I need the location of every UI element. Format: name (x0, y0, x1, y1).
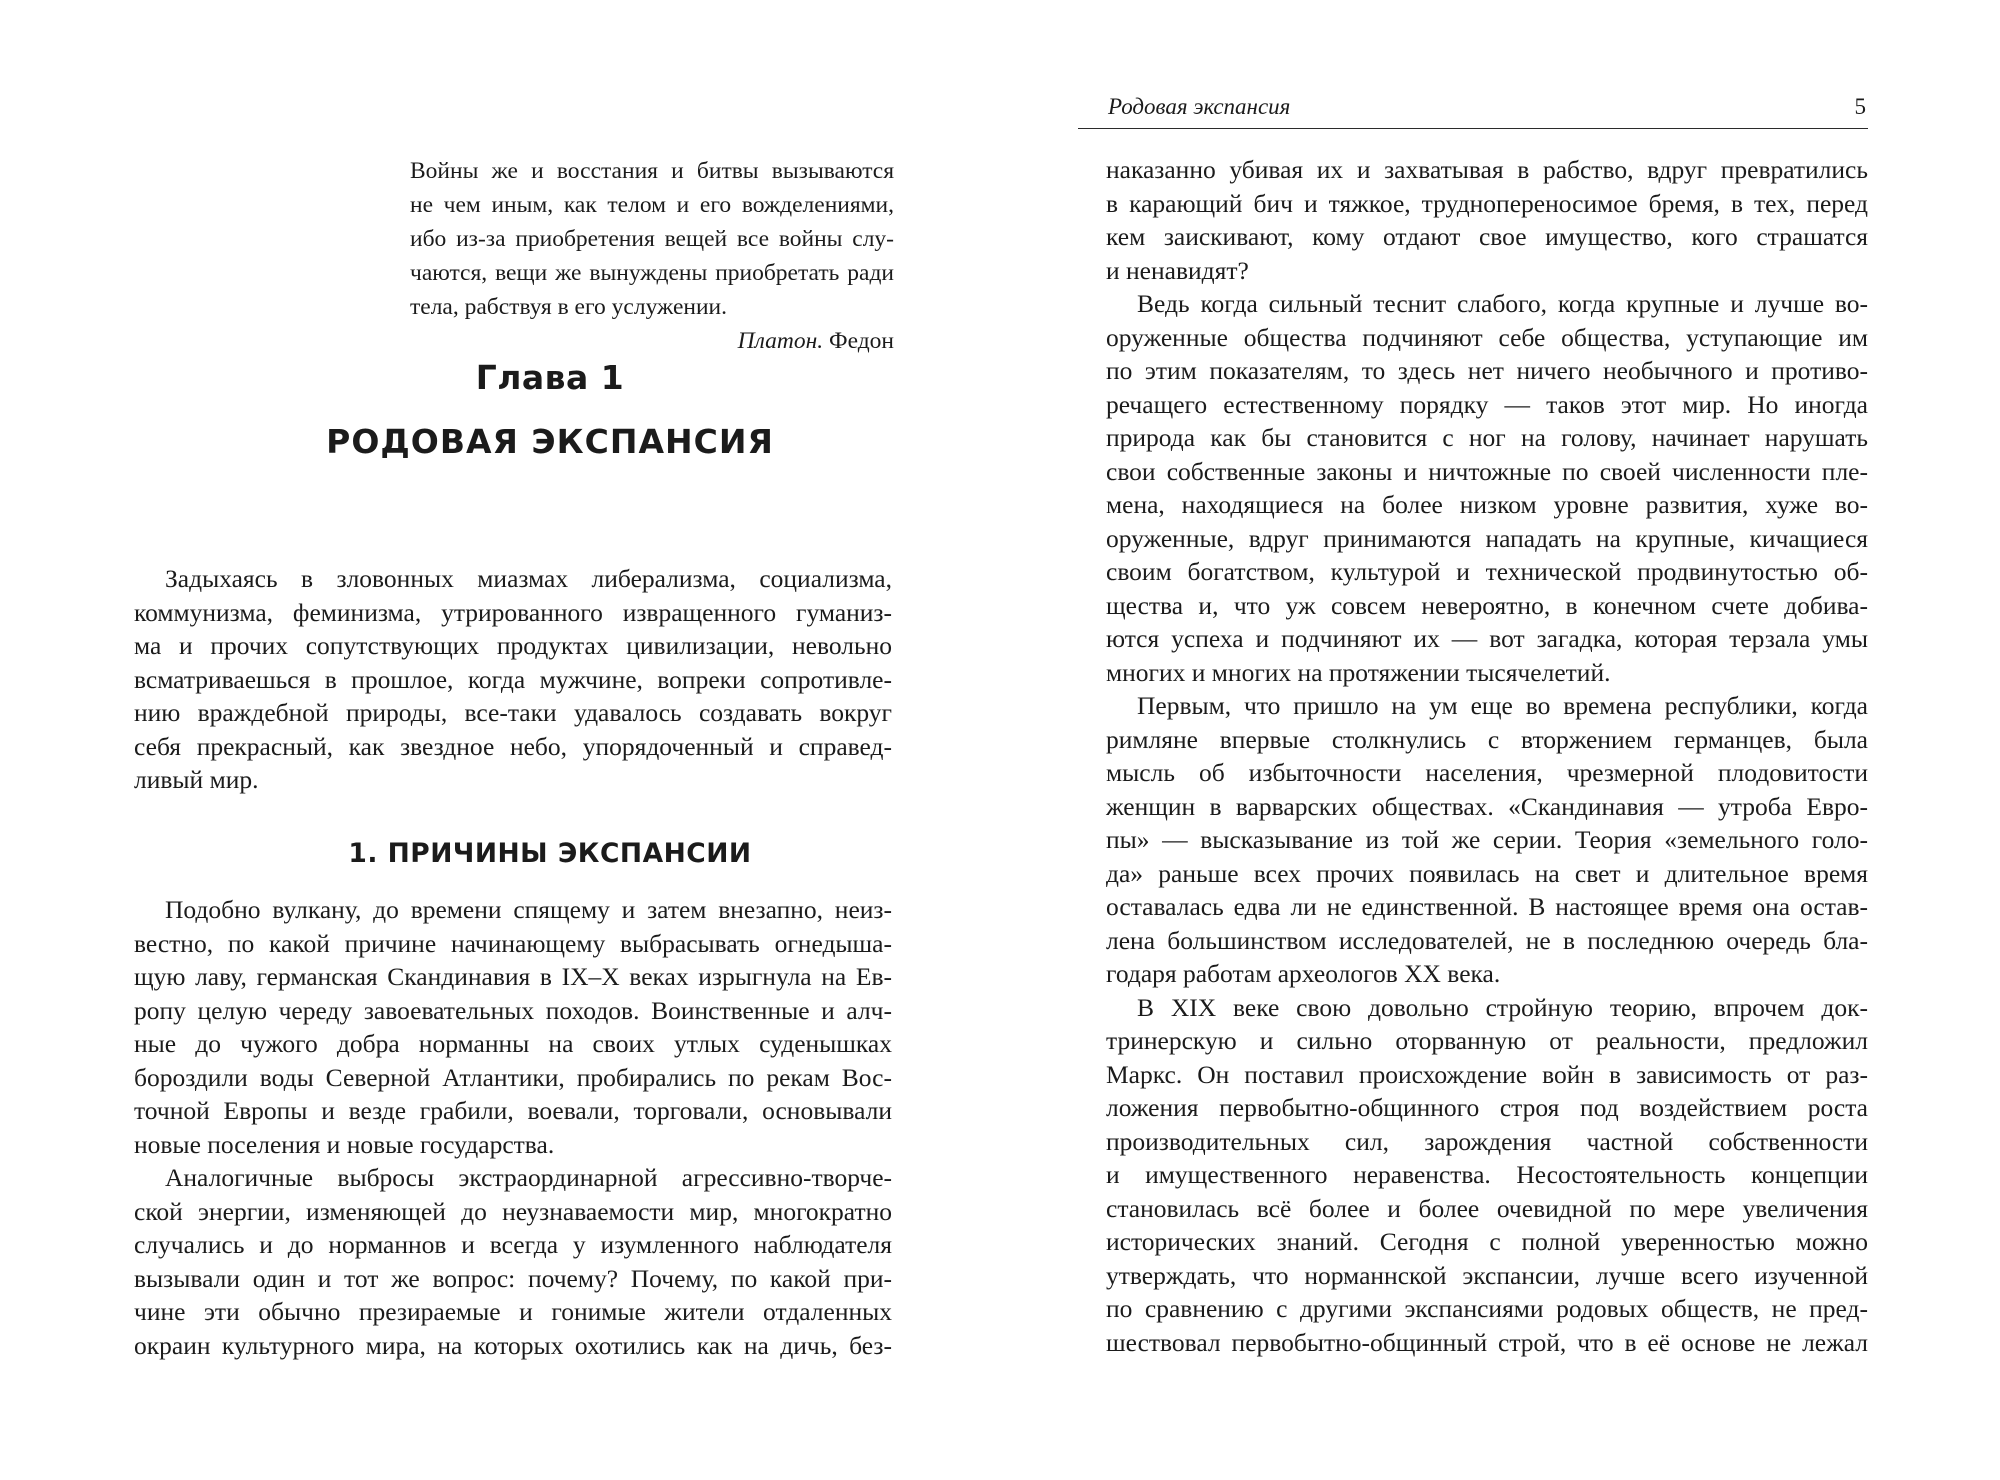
text-line: мена, находящиеся на более низком уровне развития, хуже во- (1106, 490, 1868, 519)
text-line: оруженные общества подчиняют себе общества, уступающие им (1106, 322, 1868, 352)
epigraph-work: Федон (829, 328, 894, 354)
text-line: всматриваешься в прошлое, когда мужчине, вопреки сопротивле- (134, 664, 892, 694)
text-line: тринерскую и сильно оторванную от реальности, предложил (1106, 1026, 1868, 1055)
text-line: римляне впервые столкнулись с вторжением германцев, была (1106, 724, 1868, 754)
text-line: производительных сил, зарождения частной собственности (1106, 1126, 1868, 1156)
text-line: щества и, что уж совсем невероятно, в конечном счете добива- (1106, 590, 1868, 620)
text-line: своим богатством, культурой и технической продвинутостью об- (1106, 557, 1868, 586)
text-line: ма и прочих сопутствующих продуктах цивилизации, невольно (134, 631, 892, 660)
right-page (1000, 0, 2000, 1480)
text-line: точной Европы и везде грабили, воевали, торговали, основывали (134, 1096, 892, 1125)
text-line: ской энергии, изменяющей до неузнаваемости мир, многократно (134, 1196, 892, 1226)
section-body (134, 893, 892, 1362)
text-line: по этим показателям, то здесь нет ничего необычного и противо- (1106, 356, 1868, 385)
text-line: пы» — высказывание из той же серии. Теория «земельного голо- (1106, 825, 1868, 854)
text-line: нию враждебной природы, все-таки удавалось создавать вокруг (134, 698, 892, 727)
text-line: коммунизма, феминизма, утрированного извращенного гуманиз- (134, 597, 892, 627)
text-line: ропу целую череду завоевательных походов. Воинственные и алч- (134, 995, 892, 1025)
text-line: исторических знаний. Сегодня с полной уверенностью можно (1106, 1227, 1868, 1256)
intro-paragraph (134, 562, 892, 797)
epigraph-line: Войны же и восстания и битвы вызываются (410, 158, 894, 184)
text-line: женщин в варварских обществах. «Скандинавия — утроба Евро- (1106, 791, 1868, 821)
chapter-number: Глава 1 (475, 358, 625, 397)
epigraph-line: ибо из-за приобретения вещей все войны слу- (410, 226, 894, 252)
text-line: и ненавидят? (1106, 255, 1249, 285)
text-line: щую лаву, германская Скандинавия в IX–X веках изрыгнула на Ев- (134, 962, 892, 991)
text-line: ливый мир. (134, 765, 259, 794)
text-line: да» раньше всех прочих появилась на свет и длительное время (1106, 858, 1868, 888)
text-line: годаря работам археологов XX века. (1106, 959, 1501, 988)
text-line: ются успеха и подчиняют их — вот загадка, которая терзала умы (1106, 624, 1868, 653)
text-line: ные до чужого добра норманны на своих утлых суденышках (134, 1029, 892, 1058)
text-line: чине эти обычно презираемые и гонимые жители отдаленных (134, 1297, 892, 1326)
text-line: мысль об избыточности населения, чрезмерной плодовитости (1106, 758, 1868, 787)
text-line: кем заискивают, кому отдают свое имущество, кого страшатся (1106, 222, 1868, 251)
text-line: по сравнению с другими экспансиями родовых обществ, не пред- (1106, 1294, 1868, 1323)
text-line: себя прекрасный, как звездное небо, упорядоченный и справед- (134, 731, 892, 761)
epigraph-author: Платон. (737, 328, 824, 354)
text-line: Подобно вулкану, до времени спящему и затем внезапно, неиз- (165, 895, 892, 924)
text-line: Задыхаясь в зловонных миазмах либерализма, социализма, (165, 564, 892, 593)
epigraph-line: не чем иным, как телом и его вожделениями, (410, 192, 894, 218)
text-line: становилась всё более и более очевидной по мере увеличения (1106, 1193, 1868, 1223)
epigraph-line: чаются, вещи же вынуждены приобретать ради (410, 260, 894, 286)
text-line: природа как бы становится с ног на голову, начинает нарушать (1106, 423, 1868, 452)
text-line: речащего естественному порядку — таков этот мир. Но иногда (1106, 389, 1868, 419)
text-line: Аналогичные выбросы экстраординарной агрессивно-творче- (165, 1163, 892, 1192)
text-line: Ведь когда сильный теснит слабого, когда крупные и лучше во- (1137, 289, 1868, 318)
text-line: оставалась едва ли не единственной. В настоящее время она остав- (1106, 892, 1868, 921)
page-number: 5 (1854, 94, 1866, 119)
running-head (1078, 94, 1868, 129)
text-line: вызывали один и тот же вопрос: почему? Почему, по какой при- (134, 1263, 892, 1293)
text-line: бороздили воды Северной Атлантики, пробирались по рекам Вос- (134, 1062, 892, 1092)
text-line: случались и до норманнов и всегда у изумленного наблюдателя (134, 1230, 892, 1259)
epigraph-attribution (410, 324, 894, 358)
text-line: оруженные, вдруг принимаются нападать на крупные, кичащиеся (1106, 523, 1868, 553)
text-line: в карающий бич и тяжкое, труднопереносимое бремя, в тех, перед (1106, 188, 1868, 218)
text-line: вестно, по какой причине начинающему выбрасывать огнедыша- (134, 928, 892, 958)
text-line: многих и многих на протяжении тысячелетий. (1106, 657, 1611, 687)
text-line: и имущественного неравенства. Несостоятельность концепции (1106, 1160, 1868, 1189)
text-line: Маркс. Он поставил происхождение войн в зависимость от раз- (1106, 1059, 1868, 1089)
text-line: свои собственные законы и ничтожные по своей численности пле- (1106, 456, 1868, 486)
epigraph-line: тела, рабствуя в его услужении. (410, 294, 727, 320)
text-line: Первым, что пришло на ум еще во времена республики, когда (1137, 691, 1868, 720)
section-heading: 1. ПРИЧИНЫ ЭКСПАНСИИ (348, 838, 752, 869)
right-body (1106, 153, 1868, 1359)
text-line: новые поселения и новые государства. (134, 1129, 555, 1159)
text-line: окраин культурного мира, на которых охотились как на дичь, без- (134, 1330, 892, 1360)
chapter-title: РОДОВАЯ ЭКСПАНСИЯ (326, 422, 774, 461)
text-line: лена большинством исследователей, не в последнюю очередь бла- (1106, 925, 1868, 955)
text-line: ложения первобытно-общинного строя под воздействием роста (1106, 1093, 1868, 1122)
running-head-title: Родовая экспансия (1108, 94, 1291, 119)
text-line: В XIX веке свою довольно стройную теорию, впрочем док- (1137, 992, 1868, 1022)
text-line: наказанно убивая их и захватывая в рабство, вдруг превратились (1106, 155, 1868, 184)
text-line: утверждать, что норманнской экспансии, лучше всего изученной (1106, 1260, 1868, 1290)
text-line: шествовал первобытно-общинный строй, что в её основе не лежал (1106, 1327, 1868, 1357)
epigraph (410, 154, 894, 358)
